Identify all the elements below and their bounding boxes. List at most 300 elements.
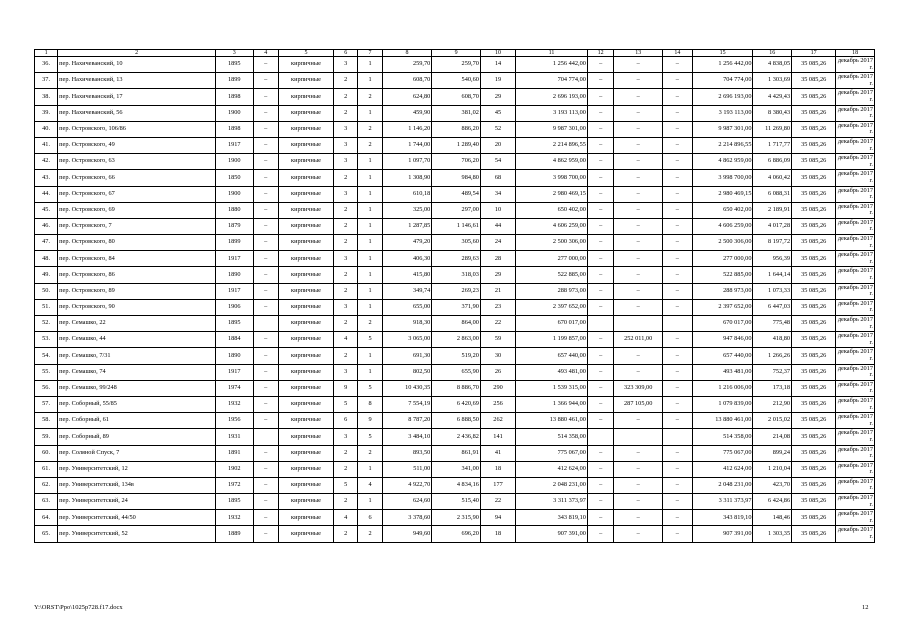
table-cell: 2 315,90: [432, 510, 481, 526]
table-cell: кирпичные: [278, 316, 333, 332]
table-cell: пер. Соборный, 61: [58, 413, 216, 429]
table-cell: 493 481,00: [516, 364, 588, 380]
table-cell: 1 256 442,00: [692, 57, 753, 73]
table-cell: пер. Островского, 67: [58, 186, 216, 202]
table-cell: –: [587, 413, 613, 429]
table-cell: 20: [480, 137, 515, 153]
table-cell: кирпичные: [278, 137, 333, 153]
table-cell: 13 880 461,00: [516, 413, 588, 429]
table-cell: 325,00: [382, 202, 432, 218]
table-cell: 886,20: [432, 121, 481, 137]
table-cell: 41.: [35, 137, 58, 153]
table-cell: 35 085,26: [792, 396, 836, 412]
table-cell: 343 819,10: [692, 510, 753, 526]
table-row: [35, 445, 875, 461]
table-cell: 371,90: [432, 299, 481, 315]
table-cell: 1884: [216, 332, 254, 348]
table-cell: 1890: [216, 267, 254, 283]
table-cell: 650 402,00: [692, 202, 753, 218]
table-cell: 35 085,26: [792, 235, 836, 251]
table-cell: –: [587, 477, 613, 493]
column-number-cell: 11: [516, 50, 588, 57]
table-cell: 269,23: [432, 283, 481, 299]
table-cell: [614, 316, 663, 332]
table-cell: 53.: [35, 332, 58, 348]
table-cell: [662, 316, 692, 332]
table-cell: 52.: [35, 316, 58, 332]
table-cell: 1: [358, 283, 382, 299]
table-cell: –: [614, 348, 663, 364]
table-cell: –: [587, 364, 613, 380]
table-cell: 35 085,26: [792, 202, 836, 218]
table-cell: 3: [334, 251, 358, 267]
table-cell: 65.: [35, 526, 58, 542]
column-number-cell: 9: [432, 50, 481, 57]
table-cell: 51.: [35, 299, 58, 315]
table-cell: –: [662, 202, 692, 218]
table-cell: пер. Университетский, 44/50: [58, 510, 216, 526]
table-cell: 2: [334, 348, 358, 364]
table-cell: 2 980 469,15: [516, 186, 588, 202]
table-cell: 7 554,19: [382, 396, 432, 412]
table-cell: –: [614, 445, 663, 461]
table-cell: 2 863,00: [432, 332, 481, 348]
table-cell: кирпичные: [278, 510, 333, 526]
table-cell: декабрь 2017 г.: [836, 380, 875, 396]
table-cell: –: [253, 154, 278, 170]
table-cell: пер. Университетский, 24: [58, 494, 216, 510]
table-cell: 297,00: [432, 202, 481, 218]
table-cell: 1 303,69: [753, 73, 792, 89]
table-cell: 277 000,00: [692, 251, 753, 267]
column-number-cell: 4: [253, 50, 278, 57]
table-cell: –: [253, 332, 278, 348]
table-cell: 35 085,26: [792, 283, 836, 299]
table-cell: –: [253, 218, 278, 234]
table-cell: пер. Семашко, 7/31: [58, 348, 216, 364]
table-cell: 1: [358, 364, 382, 380]
table-cell: 610,18: [382, 186, 432, 202]
table-cell: 212,90: [753, 396, 792, 412]
table-cell: 35 085,26: [792, 316, 836, 332]
table-cell: 35 085,26: [792, 380, 836, 396]
table-row: [35, 218, 875, 234]
table-cell: 3 065,00: [382, 332, 432, 348]
table-cell: –: [614, 218, 663, 234]
table-cell: 899,24: [753, 445, 792, 461]
table-cell: 68: [480, 170, 515, 186]
table-cell: 19: [480, 73, 515, 89]
table-cell: 3: [334, 137, 358, 153]
table-cell: кирпичные: [278, 332, 333, 348]
table-cell: 214,08: [753, 429, 792, 445]
table-cell: –: [662, 267, 692, 283]
table-cell: 9 987 301,00: [692, 121, 753, 137]
table-row: [35, 202, 875, 218]
table-cell: –: [614, 202, 663, 218]
table-cell: 2 397 652,00: [516, 299, 588, 315]
table-cell: 670 017,00: [692, 316, 753, 332]
table-cell: 1 216 006,00: [692, 380, 753, 396]
table-row: [35, 267, 875, 283]
table-cell: кирпичные: [278, 235, 333, 251]
table-cell: 1 289,40: [432, 137, 481, 153]
table-cell: 35 085,26: [792, 332, 836, 348]
table-cell: пер. Островского, 84: [58, 251, 216, 267]
table-cell: –: [614, 186, 663, 202]
table-cell: 1 303,35: [753, 526, 792, 542]
table-cell: –: [662, 510, 692, 526]
table-cell: 947 846,00: [692, 332, 753, 348]
table-cell: –: [662, 57, 692, 73]
table-cell: 35 085,26: [792, 154, 836, 170]
table-cell: пер. Соляной Спуск, 7: [58, 445, 216, 461]
table-cell: 655,90: [432, 364, 481, 380]
table-cell: кирпичные: [278, 105, 333, 121]
table-cell: 177: [480, 477, 515, 493]
table-cell: 1 097,70: [382, 154, 432, 170]
table-cell: –: [614, 494, 663, 510]
table-cell: 1: [358, 235, 382, 251]
column-number-cell: 15: [692, 50, 753, 57]
table-cell: 29: [480, 89, 515, 105]
table-cell: –: [253, 267, 278, 283]
table-cell: декабрь 2017 г.: [836, 348, 875, 364]
table-cell: декабрь 2017 г.: [836, 461, 875, 477]
table-cell: 35 085,26: [792, 461, 836, 477]
table-cell: 1: [358, 267, 382, 283]
table-cell: 1 146,61: [432, 218, 481, 234]
table-cell: –: [587, 57, 613, 73]
table-cell: –: [662, 170, 692, 186]
table-cell: 259,70: [382, 57, 432, 73]
table-cell: –: [614, 299, 663, 315]
table-cell: –: [253, 494, 278, 510]
table-cell: 657 440,00: [516, 348, 588, 364]
table-cell: 1 266,26: [753, 348, 792, 364]
table-cell: 48.: [35, 251, 58, 267]
table-cell: –: [662, 105, 692, 121]
table-cell: кирпичные: [278, 251, 333, 267]
table-cell: 288 973,00: [692, 283, 753, 299]
column-number-cell: 7: [358, 50, 382, 57]
table-row: [35, 477, 875, 493]
table-cell: 1917: [216, 137, 254, 153]
table-cell: декабрь 2017 г.: [836, 137, 875, 153]
table-row: [35, 494, 875, 510]
table-cell: –: [587, 73, 613, 89]
table-cell: 50.: [35, 283, 58, 299]
table-cell: 1 073,33: [753, 283, 792, 299]
table-cell: –: [614, 235, 663, 251]
table-cell: –: [253, 186, 278, 202]
table-cell: декабрь 2017 г.: [836, 429, 875, 445]
table-row: [35, 526, 875, 542]
table-cell: 4 017,28: [753, 218, 792, 234]
table-cell: –: [253, 445, 278, 461]
table-cell: 6: [334, 413, 358, 429]
table-cell: кирпичные: [278, 267, 333, 283]
table-cell: 1: [358, 170, 382, 186]
table-cell: 1972: [216, 477, 254, 493]
table-cell: 35 085,26: [792, 105, 836, 121]
table-cell: 1899: [216, 235, 254, 251]
table-cell: 1879: [216, 218, 254, 234]
table-cell: 64.: [35, 510, 58, 526]
table-cell: 1917: [216, 251, 254, 267]
table-cell: 657 440,00: [692, 348, 753, 364]
table-cell: 1900: [216, 186, 254, 202]
table-cell: 4 606 259,00: [516, 218, 588, 234]
table-cell: –: [587, 283, 613, 299]
table-cell: 35 085,26: [792, 299, 836, 315]
table-cell: пер. Университетский, 134в: [58, 477, 216, 493]
table-cell: –: [253, 364, 278, 380]
table-cell: декабрь 2017 г.: [836, 396, 875, 412]
table-cell: пер. Островского, 80: [58, 235, 216, 251]
table-cell: 3: [334, 57, 358, 73]
table-cell: 35 085,26: [792, 186, 836, 202]
table-cell: 1891: [216, 445, 254, 461]
table-cell: 14: [480, 57, 515, 73]
table-cell: 341,00: [432, 461, 481, 477]
table-cell: 1 079 839,00: [692, 396, 753, 412]
table-cell: 1: [358, 461, 382, 477]
table-cell: 35 085,26: [792, 218, 836, 234]
table-cell: 540,60: [432, 73, 481, 89]
table-cell: 519,20: [432, 348, 481, 364]
table-cell: кирпичные: [278, 526, 333, 542]
table-cell: 514 358,00: [516, 429, 588, 445]
table-cell: –: [662, 364, 692, 380]
table-cell: пер. Семашко, 99/248: [58, 380, 216, 396]
table-cell: –: [253, 526, 278, 542]
table-cell: 49.: [35, 267, 58, 283]
table-cell: 2: [334, 73, 358, 89]
table-cell: 3 998 700,00: [692, 170, 753, 186]
table-cell: 2: [334, 170, 358, 186]
table-cell: 2: [358, 121, 382, 137]
table-cell: пер. Нахичеванский, 56: [58, 105, 216, 121]
table-cell: 2: [334, 105, 358, 121]
table-cell: –: [253, 348, 278, 364]
table-cell: 6 088,31: [753, 186, 792, 202]
table-cell: –: [614, 154, 663, 170]
table-cell: 514 358,00: [692, 429, 753, 445]
table-cell: 1 256 442,00: [516, 57, 588, 73]
table-cell: 35 085,26: [792, 251, 836, 267]
table-cell: 2: [334, 235, 358, 251]
table-cell: кирпичные: [278, 461, 333, 477]
table-cell: 38.: [35, 89, 58, 105]
table-cell: 1890: [216, 348, 254, 364]
table-cell: –: [253, 477, 278, 493]
table-cell: 349,74: [382, 283, 432, 299]
table-cell: декабрь 2017 г.: [836, 218, 875, 234]
table-cell: 1: [358, 251, 382, 267]
table-cell: 655,00: [382, 299, 432, 315]
table-cell: [662, 429, 692, 445]
table-cell: 3 193 113,00: [516, 105, 588, 121]
table-cell: –: [614, 137, 663, 153]
table-cell: 6: [358, 510, 382, 526]
table-cell: –: [253, 461, 278, 477]
table-row: [35, 396, 875, 412]
table-cell: 2 189,91: [753, 202, 792, 218]
table-cell: 259,70: [432, 57, 481, 73]
table-cell: кирпичные: [278, 477, 333, 493]
table-cell: –: [253, 396, 278, 412]
table-cell: –: [587, 105, 613, 121]
table-cell: 256: [480, 396, 515, 412]
table-cell: пер. Университетский, 52: [58, 526, 216, 542]
table-cell: 22: [480, 316, 515, 332]
table-row: [35, 170, 875, 186]
table-cell: –: [253, 380, 278, 396]
table-cell: –: [614, 105, 663, 121]
table-cell: 2: [358, 526, 382, 542]
table-cell: декабрь 2017 г.: [836, 510, 875, 526]
table-cell: кирпичные: [278, 445, 333, 461]
table-row: [35, 348, 875, 364]
table-cell: 1: [358, 186, 382, 202]
table-cell: 9: [358, 413, 382, 429]
table-cell: 8 886,70: [432, 380, 481, 396]
table-cell: 8 380,43: [753, 105, 792, 121]
table-cell: 35 085,26: [792, 348, 836, 364]
table-cell: 3 484,10: [382, 429, 432, 445]
table-cell: 1850: [216, 170, 254, 186]
table-cell: 381,02: [432, 105, 481, 121]
table-cell: 1 210,04: [753, 461, 792, 477]
table-cell: 45.: [35, 202, 58, 218]
table-cell: 277 000,00: [516, 251, 588, 267]
table-cell: 35 085,26: [792, 445, 836, 461]
table-cell: –: [587, 494, 613, 510]
table-cell: –: [587, 510, 613, 526]
table-cell: –: [614, 121, 663, 137]
table-row: [35, 89, 875, 105]
table-cell: 5: [334, 477, 358, 493]
table-cell: 2 397 652,00: [692, 299, 753, 315]
table-cell: 37.: [35, 73, 58, 89]
table-cell: пер. Нахичеванский, 17: [58, 89, 216, 105]
table-cell: 35 085,26: [792, 73, 836, 89]
table-cell: 60.: [35, 445, 58, 461]
table-cell: 1 539 315,00: [516, 380, 588, 396]
table-cell: 323 309,00: [614, 380, 663, 396]
table-cell: 1906: [216, 299, 254, 315]
table-cell: 406,30: [382, 251, 432, 267]
table-cell: 35 085,26: [792, 429, 836, 445]
table-cell: 289,63: [432, 251, 481, 267]
table-cell: 57.: [35, 396, 58, 412]
table-cell: 56.: [35, 380, 58, 396]
table-cell: декабрь 2017 г.: [836, 364, 875, 380]
table-cell: 39.: [35, 105, 58, 121]
table-cell: 1898: [216, 89, 254, 105]
table-cell: 949,60: [382, 526, 432, 542]
table-cell: пер. Семашко, 44: [58, 332, 216, 348]
table-cell: 44.: [35, 186, 58, 202]
table-cell: –: [662, 494, 692, 510]
table-cell: 35 085,26: [792, 477, 836, 493]
table-row: [35, 235, 875, 251]
table-cell: 35 085,26: [792, 57, 836, 73]
table-cell: –: [662, 477, 692, 493]
table-cell: 2: [358, 316, 382, 332]
column-number-cell: 5: [278, 50, 333, 57]
table-cell: 1: [358, 494, 382, 510]
table-cell: [253, 316, 278, 332]
table-cell: 40.: [35, 121, 58, 137]
table-cell: 1902: [216, 461, 254, 477]
table-row: [35, 137, 875, 153]
table-cell: декабрь 2017 г.: [836, 202, 875, 218]
table-cell: пер. Семашко, 22: [58, 316, 216, 332]
table-cell: [587, 316, 613, 332]
table-cell: –: [587, 396, 613, 412]
table-cell: 624,60: [382, 494, 432, 510]
table-cell: 23: [480, 299, 515, 315]
table-cell: 10: [480, 202, 515, 218]
table-cell: 1: [358, 218, 382, 234]
column-number-cell: 16: [753, 50, 792, 57]
table-cell: –: [662, 445, 692, 461]
table-cell: 2: [358, 445, 382, 461]
table-row: [35, 332, 875, 348]
table-cell: 1 287,85: [382, 218, 432, 234]
table-cell: 5: [358, 380, 382, 396]
table-row: [35, 251, 875, 267]
table-cell: –: [253, 89, 278, 105]
table-cell: 46.: [35, 218, 58, 234]
table-cell: 1917: [216, 283, 254, 299]
table-cell: 608,70: [382, 73, 432, 89]
table-cell: декабрь 2017 г.: [836, 332, 875, 348]
table-cell: декабрь 2017 г.: [836, 251, 875, 267]
table-cell: кирпичные: [278, 57, 333, 73]
table-cell: 1895: [216, 494, 254, 510]
table-cell: декабрь 2017 г.: [836, 445, 875, 461]
table-cell: пер. Нахичеванский, 13: [58, 73, 216, 89]
table-cell: 2 048 231,00: [692, 477, 753, 493]
table-cell: 1899: [216, 73, 254, 89]
table-cell: –: [662, 235, 692, 251]
table-cell: –: [662, 283, 692, 299]
table-cell: 3 311 373,97: [516, 494, 588, 510]
table-cell: декабрь 2017 г.: [836, 89, 875, 105]
table-cell: 479,20: [382, 235, 432, 251]
table-cell: –: [587, 121, 613, 137]
table-cell: 1 199 857,00: [516, 332, 588, 348]
table-cell: 318,03: [432, 267, 481, 283]
table-cell: 415,80: [382, 267, 432, 283]
table-cell: 21: [480, 283, 515, 299]
table-cell: 2 214 896,55: [692, 137, 753, 153]
table-cell: 412 624,00: [516, 461, 588, 477]
table-cell: пер. Соборный, 89: [58, 429, 216, 445]
table-cell: кирпичные: [278, 396, 333, 412]
table-cell: 2: [334, 202, 358, 218]
table-cell: 459,90: [382, 105, 432, 121]
table-row: [35, 364, 875, 380]
column-number-cell: 13: [614, 50, 663, 57]
table-cell: 2 696 193,00: [516, 89, 588, 105]
table-cell: 94: [480, 510, 515, 526]
table-cell: 35 085,26: [792, 267, 836, 283]
table-cell: –: [253, 251, 278, 267]
